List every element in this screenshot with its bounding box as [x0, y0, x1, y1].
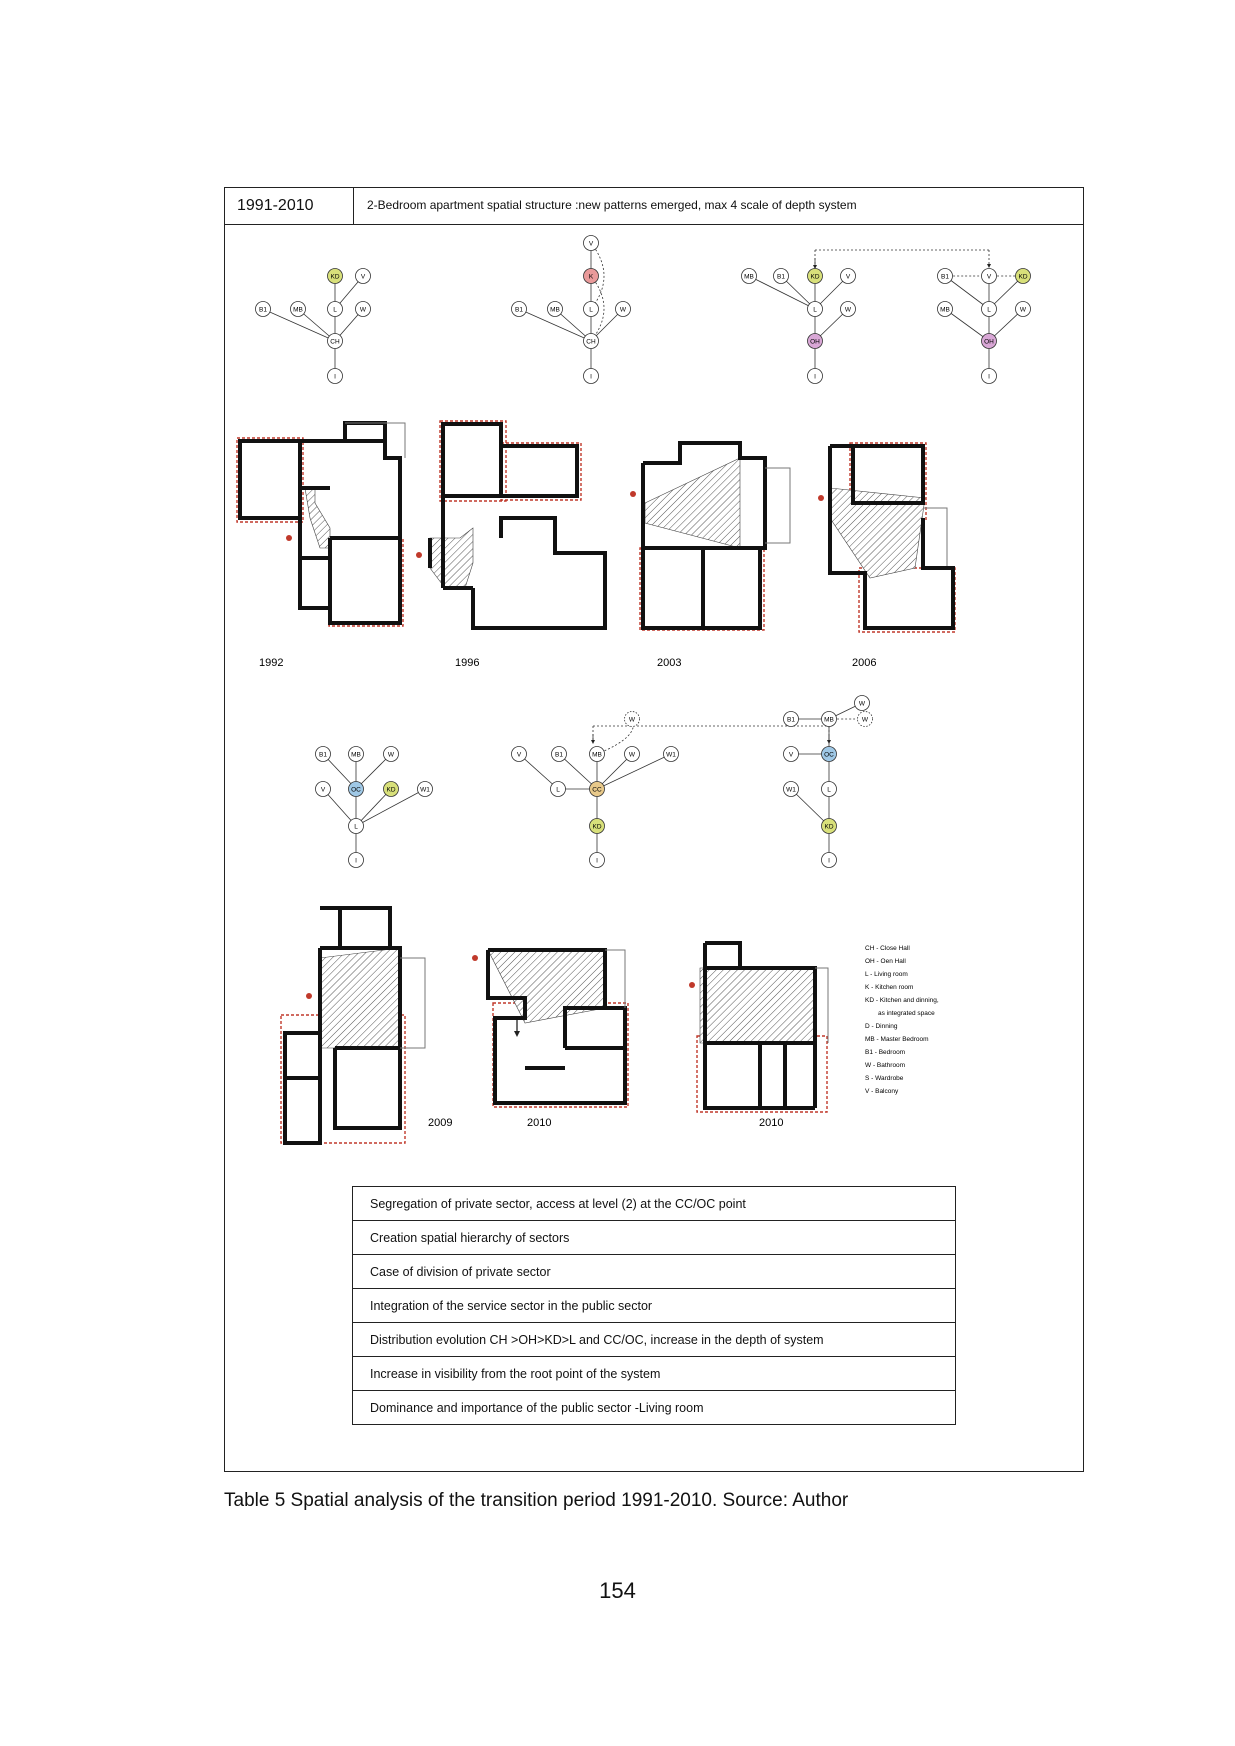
graph-node-label: I [988, 373, 990, 381]
graph-node-label: OH [984, 338, 994, 346]
plan-year-2010-a: 2010 [527, 1117, 552, 1129]
graph-node-label: B1 [319, 751, 327, 759]
graph-node-label: CC [592, 786, 602, 794]
legend-item: as integrated space [878, 1010, 935, 1017]
plan-year-2009: 2009 [428, 1117, 453, 1129]
legend-item: B1 - Bedroom [865, 1049, 906, 1056]
table-row [353, 1357, 956, 1391]
finding-cell: Segregation of private sector, access at level (2) at the CC/OC point [353, 1187, 956, 1221]
graph-node-label: MB [351, 751, 361, 759]
legend-item: L - Living room [865, 971, 908, 978]
plan-year-2006: 2006 [852, 657, 877, 669]
floor-plan-2010-a [472, 950, 628, 1129]
graph-node-label: KD [592, 823, 602, 831]
plan-year-2010-b: 2010 [759, 1117, 784, 1129]
graph-1996 [512, 236, 631, 384]
graph-node-label: B1 [941, 273, 949, 281]
graph-node-label: I [355, 857, 357, 865]
plan-year-1992: 1992 [259, 657, 284, 669]
plan-year-2003: 2003 [657, 657, 682, 669]
plan-year-1996: 1996 [455, 657, 480, 669]
legend-item: MB - Master Bedroom [865, 1036, 929, 1043]
graph-node-label: KD [824, 823, 834, 831]
graph-2010-a [512, 712, 679, 868]
legend-item: D - Dinning [865, 1023, 898, 1030]
graph-node-label: B1 [259, 306, 267, 314]
graph-node-label: V [516, 751, 522, 759]
graph-node-label: W [628, 751, 636, 759]
legend [865, 945, 939, 1095]
floor-plan-1992 [237, 423, 405, 669]
graph-2009 [316, 747, 433, 868]
graph-node-label: B1 [787, 716, 795, 724]
graph-node-label: W [1019, 306, 1027, 314]
graph-node-label: V [788, 751, 794, 759]
period-label: 1991-2010 [237, 197, 314, 214]
table-caption: Table 5 Spatial analysis of the transition period 1991-2010. Source: Author [224, 1490, 849, 1511]
graph-2010-b [784, 696, 873, 868]
graph-node-label: V [986, 273, 992, 281]
table-row [353, 1323, 956, 1357]
legend-item: V - Balcony [865, 1088, 899, 1095]
graph-node-label: V [360, 273, 366, 281]
table-row [353, 1187, 956, 1221]
legend-item: OH - Oen Hall [865, 958, 906, 965]
graph-node-label: OH [810, 338, 820, 346]
graph-node-label: W [628, 716, 636, 724]
graph-node-label: L [333, 306, 337, 314]
floor-plan-1996 [416, 421, 605, 669]
graph-node-label: I [814, 373, 816, 381]
graph-node-label: W [861, 716, 869, 724]
graph-node-label: V [588, 240, 594, 248]
graph-node-label: L [813, 306, 817, 314]
graph-node-label: W [387, 751, 395, 759]
table-row [353, 1289, 956, 1323]
legend-item: CH - Close Hall [865, 945, 910, 952]
graph-node-label: KD [810, 273, 820, 281]
graph-node-label: L [589, 306, 593, 314]
graph-node-label: W1 [420, 786, 430, 794]
graph-node-label: I [334, 373, 336, 381]
graph-node-label: L [556, 786, 560, 794]
graph-node-label: MB [592, 751, 602, 759]
graph-node-label: MB [824, 716, 834, 724]
finding-cell: Integration of the service sector in the public sector [353, 1289, 956, 1323]
graph-node-label: KD [386, 786, 396, 794]
graph-node-label: W1 [666, 751, 676, 759]
table-row [353, 1391, 956, 1425]
graph-node-label: MB [293, 306, 303, 314]
graph-node-label: I [596, 857, 598, 865]
graph-node-label: B1 [515, 306, 523, 314]
finding-cell: Increase in visibility from the root point of the system [353, 1357, 956, 1391]
legend-item: K - Kitchen room [865, 984, 914, 991]
finding-cell: Dominance and importance of the public sector -Living room [353, 1391, 956, 1425]
graph-node-label: W [619, 306, 627, 314]
compare-arrow-2010 [593, 726, 829, 740]
finding-cell: Creation spatial hierarchy of sectors [353, 1221, 956, 1255]
floor-plan-2006 [818, 443, 955, 669]
graph-node-label: CH [586, 338, 596, 346]
graph-node-label: MB [940, 306, 950, 314]
graph-node-label: CH [330, 338, 340, 346]
floor-plan-2010-b [689, 943, 828, 1129]
floor-plan-2009 [281, 908, 452, 1143]
legend-item: S - Wardrobe [865, 1075, 904, 1082]
graph-2006 [938, 269, 1031, 384]
graph-node-label: L [827, 786, 831, 794]
graph-node-label: B1 [777, 273, 785, 281]
page-number: 154 [599, 1578, 636, 1603]
graph-node-label: L [987, 306, 991, 314]
analysis-table-panel [224, 187, 1084, 1472]
graph-node-label: KD [1018, 273, 1028, 281]
graph-edge [791, 789, 829, 826]
finding-cell: Distribution evolution CH >OH>KD>L and CC/OC, increase in the depth of system [353, 1323, 956, 1357]
legend-item: W - Bathroom [865, 1062, 906, 1069]
legend-item: KD - Kitchen and dinning, [865, 997, 939, 1004]
graph-node-label: V [320, 786, 326, 794]
graph-node-label: W [844, 306, 852, 314]
graph-node-label: OC [824, 751, 834, 759]
graph-edge [945, 276, 989, 309]
graph-edge [945, 309, 989, 341]
graph-node-label: L [354, 823, 358, 831]
graph-node-label: V [845, 273, 851, 281]
finding-cell: Case of division of private sector [353, 1255, 956, 1289]
header-title: 2-Bedroom apartment spatial structure :new patterns emerged, max 4 scale of depth system [367, 198, 857, 212]
graph-node-label: KD [330, 273, 340, 281]
compare-arrow-2003-2006 [815, 250, 989, 266]
graph-node-label: MB [550, 306, 560, 314]
graph-2003 [742, 269, 856, 384]
table-row [353, 1255, 956, 1289]
graph-node-label: W [359, 306, 367, 314]
graph-node-label: W1 [786, 786, 796, 794]
graph-1992 [256, 269, 371, 384]
graph-node-label: I [828, 857, 830, 865]
graph-node-label: K [588, 273, 594, 281]
floor-plan-2003 [630, 443, 790, 669]
graph-node-label: I [590, 373, 592, 381]
graph-node-label: MB [744, 273, 754, 281]
table-row [353, 1221, 956, 1255]
graph-node-label: B1 [555, 751, 563, 759]
graph-node-label: OC [351, 786, 361, 794]
graph-node-label: W [858, 700, 866, 708]
findings-table [352, 1186, 956, 1425]
